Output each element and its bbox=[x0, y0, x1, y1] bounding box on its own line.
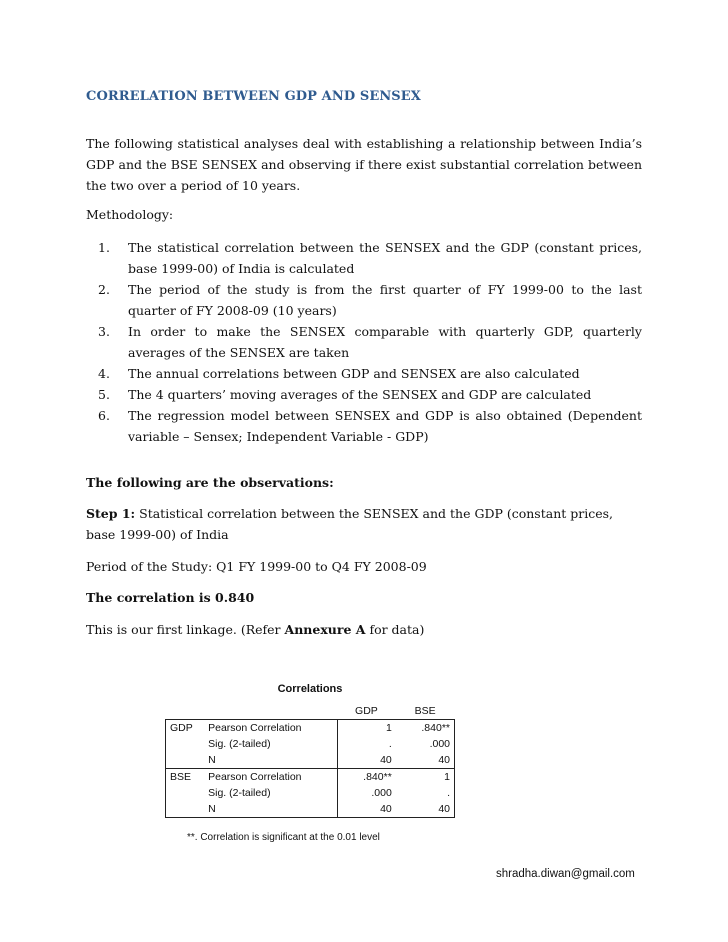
author-email: shradha.diwan@gmail.com bbox=[496, 868, 635, 880]
column-header-gdp: GDP bbox=[337, 703, 396, 720]
correlation-statement: The correlation is 0.840 bbox=[86, 590, 255, 605]
list-item: 4. The annual correlations between GDP and SENSEX are also calculated bbox=[98, 366, 580, 381]
methodology-list bbox=[86, 237, 642, 447]
study-period: Period of the Study: Q1 FY 1999-00 to Q4 FY 2008-09 bbox=[86, 559, 427, 574]
list-item: 1. The statistical correlation between the SENSEX and the GDP (constant prices, base 1999-00) of India is calculated bbox=[98, 240, 642, 276]
table-footnote: **. Correlation is significant at the 0.01 level bbox=[187, 832, 380, 843]
linkage-note: This is our first linkage. (Refer Annexure A for data) bbox=[86, 622, 425, 637]
table-row: BSE Pearson Correlation .840** 1 bbox=[166, 769, 455, 786]
list-item: 3. In order to make the SENSEX comparable with quarterly GDP, quarterly averages of the SENSEX are taken bbox=[98, 324, 642, 360]
table-row: Sig. (2-tailed) . .000 bbox=[166, 736, 455, 752]
table-row: Sig. (2-tailed) .000 . bbox=[166, 785, 455, 801]
methodology-label: Methodology: bbox=[86, 207, 174, 222]
intro-paragraph: The following statistical analyses deal with establishing a relationship between India’s GDP and the BSE SENSEX and observing if there exist substantial correlation between the two over a period of 10 years. bbox=[86, 136, 642, 193]
column-header-bse: BSE bbox=[396, 703, 455, 720]
list-item: 6. The regression model between SENSEX and GDP is also obtained (Dependent variable – Sensex; Independent Variable - GDP) bbox=[98, 408, 642, 444]
table-title: Correlations bbox=[277, 683, 343, 695]
annexure-reference: Annexure A bbox=[284, 622, 366, 637]
list-item: 5. The 4 quarters’ moving averages of the SENSEX and GDP are calculated bbox=[98, 387, 592, 402]
step1-label: Step 1: bbox=[86, 506, 136, 521]
page-title: CORRELATION BETWEEN GDP AND SENSEX bbox=[86, 89, 421, 104]
list-item: 2. The period of the study is from the first quarter of FY 1999-00 to the last quarter of FY 2008-09 (10 years) bbox=[98, 282, 642, 318]
table-row: GDP Pearson Correlation 1 .840** bbox=[166, 720, 455, 737]
step1-paragraph bbox=[86, 503, 626, 545]
observations-heading: The following are the observations: bbox=[86, 475, 334, 490]
row-variable: GDP bbox=[166, 720, 205, 737]
row-variable: BSE bbox=[166, 769, 205, 786]
step1-text: Statistical correlation between the SENSEX and the GDP (constant prices, base 1999-00) of India bbox=[86, 506, 613, 542]
table-row: N 40 40 bbox=[166, 752, 455, 769]
table-row: N 40 40 bbox=[166, 801, 455, 818]
